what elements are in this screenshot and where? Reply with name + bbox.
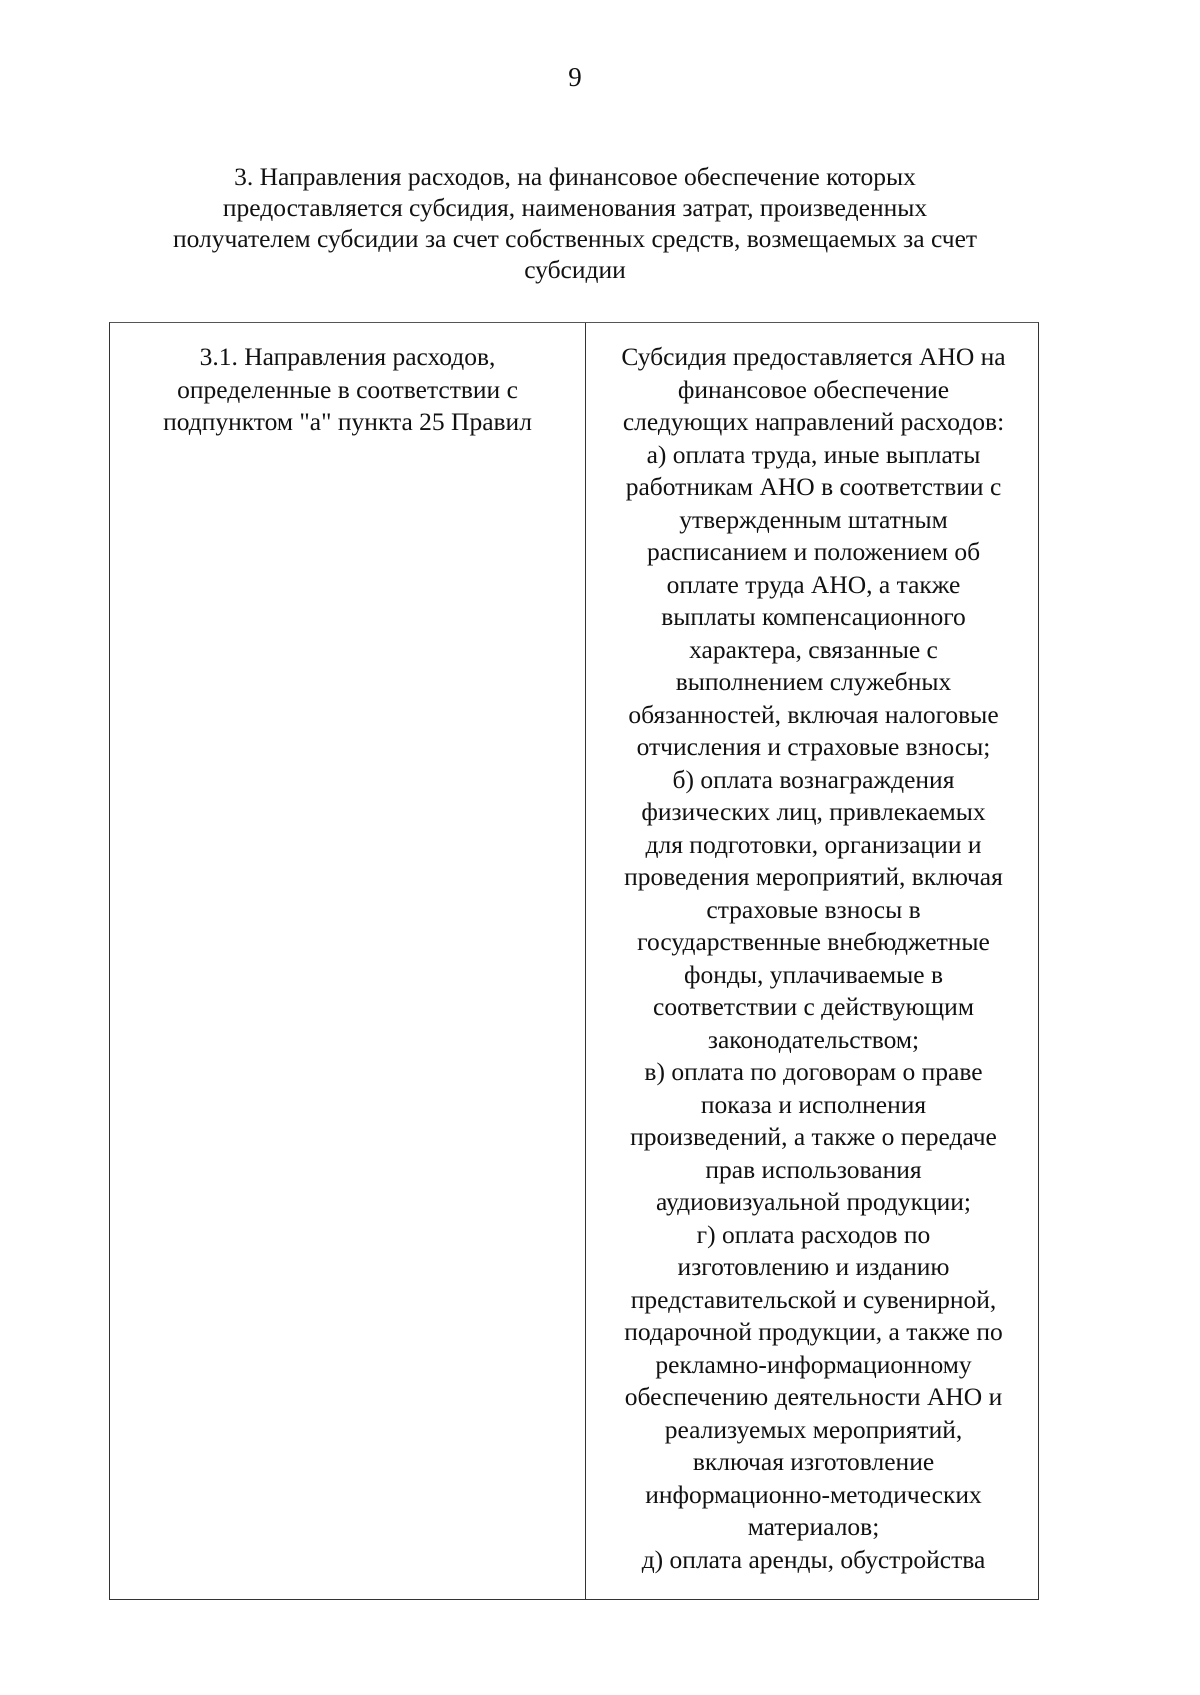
page-number: 9 (568, 62, 582, 92)
text-line: государственные внебюджетные (637, 927, 990, 956)
text-line: г) оплата расходов по (696, 1219, 931, 1249)
heading-line: предоставляется субсидия, наименования затрат, произведенных (222, 193, 928, 222)
text-line: страховые взносы в (706, 894, 921, 924)
text-line: расписанием и положением об (646, 537, 981, 566)
text-line: определенные в соответствии с (177, 374, 518, 404)
text-line: 3.1. Направления расходов, (199, 342, 496, 371)
text-line: подпунктом "а" пункта 25 Правил (163, 407, 532, 436)
heading-line: субсидии (524, 255, 626, 284)
text-line: представительской и сувенирной, (630, 1284, 997, 1314)
text-line: законодательством; (707, 1024, 920, 1054)
text-line: характера, связанные с (689, 634, 938, 664)
table-cell-right (587, 341, 1040, 1576)
text-line: отчисления и страховые взносы; (636, 732, 991, 761)
text-line: аудиовизуальной продукции; (655, 1187, 972, 1216)
text-line: следующих направлений расходов: (622, 407, 1005, 436)
text-line: для подготовки, организации и (645, 829, 982, 859)
expense-table (109, 322, 1039, 1600)
text-line: обязанностей, включая налоговые (628, 699, 999, 729)
text-line: выплаты компенсационного (661, 602, 966, 631)
text-line: прав использования (705, 1154, 922, 1184)
text-line: в) оплата по договорам о праве (644, 1057, 983, 1086)
text-line: Субсидия предоставляется АНО на (621, 342, 1006, 371)
text-line: обеспечению деятельности АНО и (624, 1382, 1003, 1411)
text-line: материалов; (747, 1512, 880, 1541)
text-line: утвержденным штатным (679, 504, 948, 534)
text-line: фонды, уплачиваемые в (683, 959, 943, 989)
text-line: физических лиц, привлекаемых (641, 797, 986, 826)
text-line: информационно-методических (645, 1479, 982, 1509)
text-line: оплате труда АНО, а также (666, 569, 961, 599)
text-line: а) оплата труда, иные выплаты (646, 439, 981, 469)
text-line: показа и исполнения (700, 1089, 927, 1119)
heading-line: 3. Направления расходов, на финансовое обеспечение которых (234, 162, 916, 191)
text-line: подарочной продукции, а также по (624, 1317, 1003, 1346)
text-line: реализуемых мероприятий, (664, 1414, 963, 1444)
text-line: произведений, а также о передаче (630, 1122, 997, 1151)
text-line: проведения мероприятий, включая (624, 862, 1003, 891)
text-line: включая изготовление (692, 1447, 935, 1476)
text-line: д) оплата аренды, обустройства (641, 1544, 986, 1574)
text-line: б) оплата вознаграждения (672, 764, 955, 794)
section-heading (110, 161, 1040, 285)
text-line: работникам АНО в соответствии с (625, 472, 1002, 501)
text-line: выполнением служебных (675, 667, 952, 696)
text-line: финансовое обеспечение (677, 374, 950, 404)
text-line: рекламно-информационному (655, 1349, 972, 1379)
table-cell-left (110, 341, 585, 439)
text-line: соответствии с действующим (653, 992, 974, 1021)
column-divider (585, 323, 586, 1599)
text-line: изготовлению и изданию (677, 1252, 950, 1281)
heading-line: получателем субсидии за счет собственных средств, возмещаемых за счет (172, 224, 978, 253)
